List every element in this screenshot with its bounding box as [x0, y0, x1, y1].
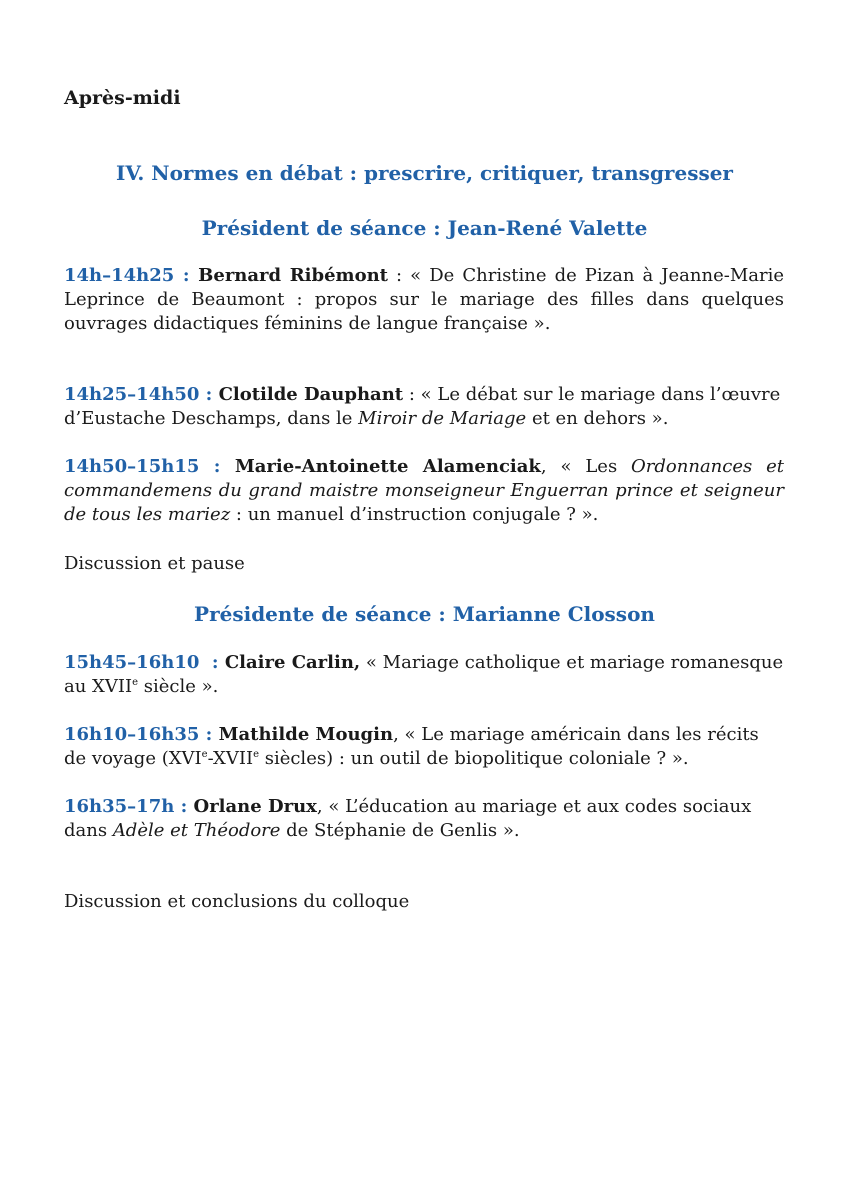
section-label: Après-midi	[64, 87, 181, 109]
talk-title: , « Le mariage américain dans les récits de voyage (XVI	[64, 724, 759, 769]
talk-time: 14h–14h25	[64, 265, 175, 286]
talk-separator: :	[199, 384, 219, 405]
century-superscript: e	[132, 677, 139, 688]
talk-title-italic: Miroir de Mariage	[358, 408, 527, 429]
talk-title: , « L’éducation au mariage et aux codes sociaux dans	[64, 796, 752, 841]
session-title: IV. Normes en débat : prescrire, critiquer, transgresser	[116, 161, 733, 185]
talk-separator: :	[174, 265, 199, 286]
talk-title-italic: Ordonnances et commandemens du grand maistre monseigneur Enguerran prince et seigneur de tous les mariez	[64, 456, 784, 525]
talk-separator: :	[199, 456, 235, 477]
talk-speaker: Orlane Drux	[193, 796, 317, 817]
century-superscript: e	[253, 749, 259, 760]
talk-title: , « Les	[540, 456, 632, 477]
talk-separator: :	[174, 796, 194, 817]
talk-time: 15h45–16h10	[64, 652, 200, 673]
talk-title-end: : un manuel d’instruction conjugale ? ».	[230, 504, 599, 525]
talk-time: 16h10–16h35	[64, 724, 200, 745]
talk-time: 14h50–15h15	[64, 456, 200, 477]
talk-separator: :	[199, 724, 219, 745]
talk-entry-1	[64, 264, 784, 336]
talk-separator: :	[199, 652, 225, 673]
talk-title-end: siècle ».	[138, 676, 219, 697]
talk-title-end: de Stéphanie de Genlis ».	[280, 820, 520, 841]
talk-speaker: Clotilde Dauphant	[218, 384, 404, 405]
discussion-conclusions: Discussion et conclusions du colloque	[64, 891, 410, 912]
talk-time: 16h35–17h	[64, 796, 175, 817]
session-chair-2: Présidente de séance : Marianne Closson	[194, 602, 655, 626]
talk-title-italic: Adèle et Théodore	[112, 820, 281, 841]
talk-title: : « Le débat sur le mariage dans l’œuvre d’Eustache Deschamps, dans le	[64, 384, 781, 429]
talk-time: 14h25–14h50	[64, 384, 200, 405]
talk-speaker: Claire Carlin,	[224, 652, 361, 673]
talk-entry-3	[64, 455, 784, 527]
talk-title-end: siècles) : un outil de biopolitique coloniale ? ».	[258, 748, 689, 769]
talk-entry-2	[64, 383, 784, 431]
talk-title: : « De Christine de Pizan à Jeanne-Marie Leprince de Beaumont : propos sur le mariage des filles dans quelques ouvrages didactiques féminins de langue française ».	[64, 265, 784, 334]
talk-title: « Mariage catholique et mariage romanesque au XVII	[64, 652, 784, 697]
talk-title-mid: -XVII	[207, 748, 254, 769]
discussion-pause: Discussion et pause	[64, 553, 245, 574]
century-superscript: e	[201, 749, 208, 760]
talk-entry-5	[64, 723, 784, 771]
talk-speaker: Bernard Ribémont	[198, 265, 389, 286]
session-chair-1: Président de séance : Jean-René Valette	[201, 216, 648, 240]
talk-entry-4	[64, 651, 784, 699]
talk-title-end: et en dehors ».	[526, 408, 669, 429]
talk-speaker: Marie-Antoinette Alamenciak	[234, 456, 541, 477]
talk-entry-6	[64, 795, 784, 843]
talk-speaker: Mathilde Mougin	[218, 724, 394, 745]
